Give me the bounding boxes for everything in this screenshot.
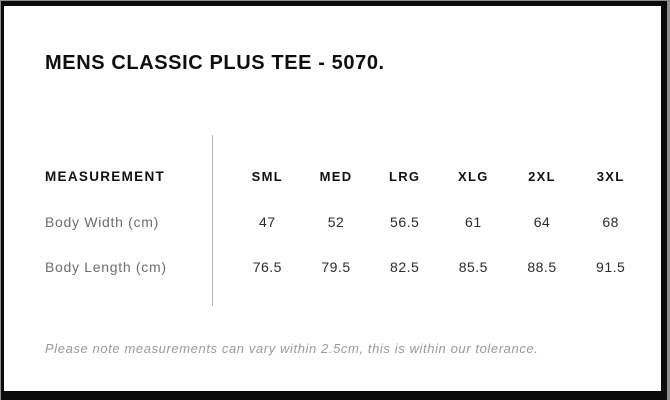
- body-width-med: 52: [327, 213, 345, 230]
- body-width-sml: 47: [259, 213, 276, 230]
- table-row-body-width: [45, 199, 645, 244]
- size-header-2xl: 2XL: [528, 169, 556, 184]
- size-header-3xl: 3XL: [596, 169, 625, 184]
- size-header-xlg: XLG: [458, 169, 489, 184]
- body-length-xlg: 85.5: [458, 258, 488, 275]
- size-header-med: MED: [319, 169, 353, 184]
- body-width-2xl: 64: [533, 213, 551, 230]
- body-length-med: 79.5: [321, 258, 351, 275]
- table-header-row: [45, 154, 645, 199]
- body-width-xlg: 61: [465, 213, 482, 230]
- page-title: MENS CLASSIC PLUS TEE - 5070.: [45, 52, 385, 74]
- table-vertical-divider: [212, 135, 213, 306]
- row-label-body-length: Body Length (cm): [45, 258, 167, 275]
- body-length-3xl: 91.5: [596, 258, 626, 275]
- table-row-body-length: [45, 244, 645, 289]
- tolerance-note: Please note measurements can vary within 2.5cm, this is within our tolerance.: [45, 341, 539, 356]
- body-length-sml: 76.5: [252, 258, 282, 275]
- body-width-3xl: 68: [602, 213, 619, 230]
- size-chart-table: [45, 154, 645, 289]
- body-length-lrg: 82.5: [390, 258, 420, 275]
- size-header-lrg: LRG: [388, 169, 421, 184]
- size-header-sml: SML: [251, 169, 283, 184]
- body-width-lrg: 56.5: [390, 213, 420, 230]
- size-guide-card: [1, 1, 667, 400]
- measurement-column-header: MEASUREMENT: [45, 169, 166, 184]
- body-length-2xl: 88.5: [527, 258, 557, 275]
- row-label-body-width: Body Width (cm): [45, 213, 159, 230]
